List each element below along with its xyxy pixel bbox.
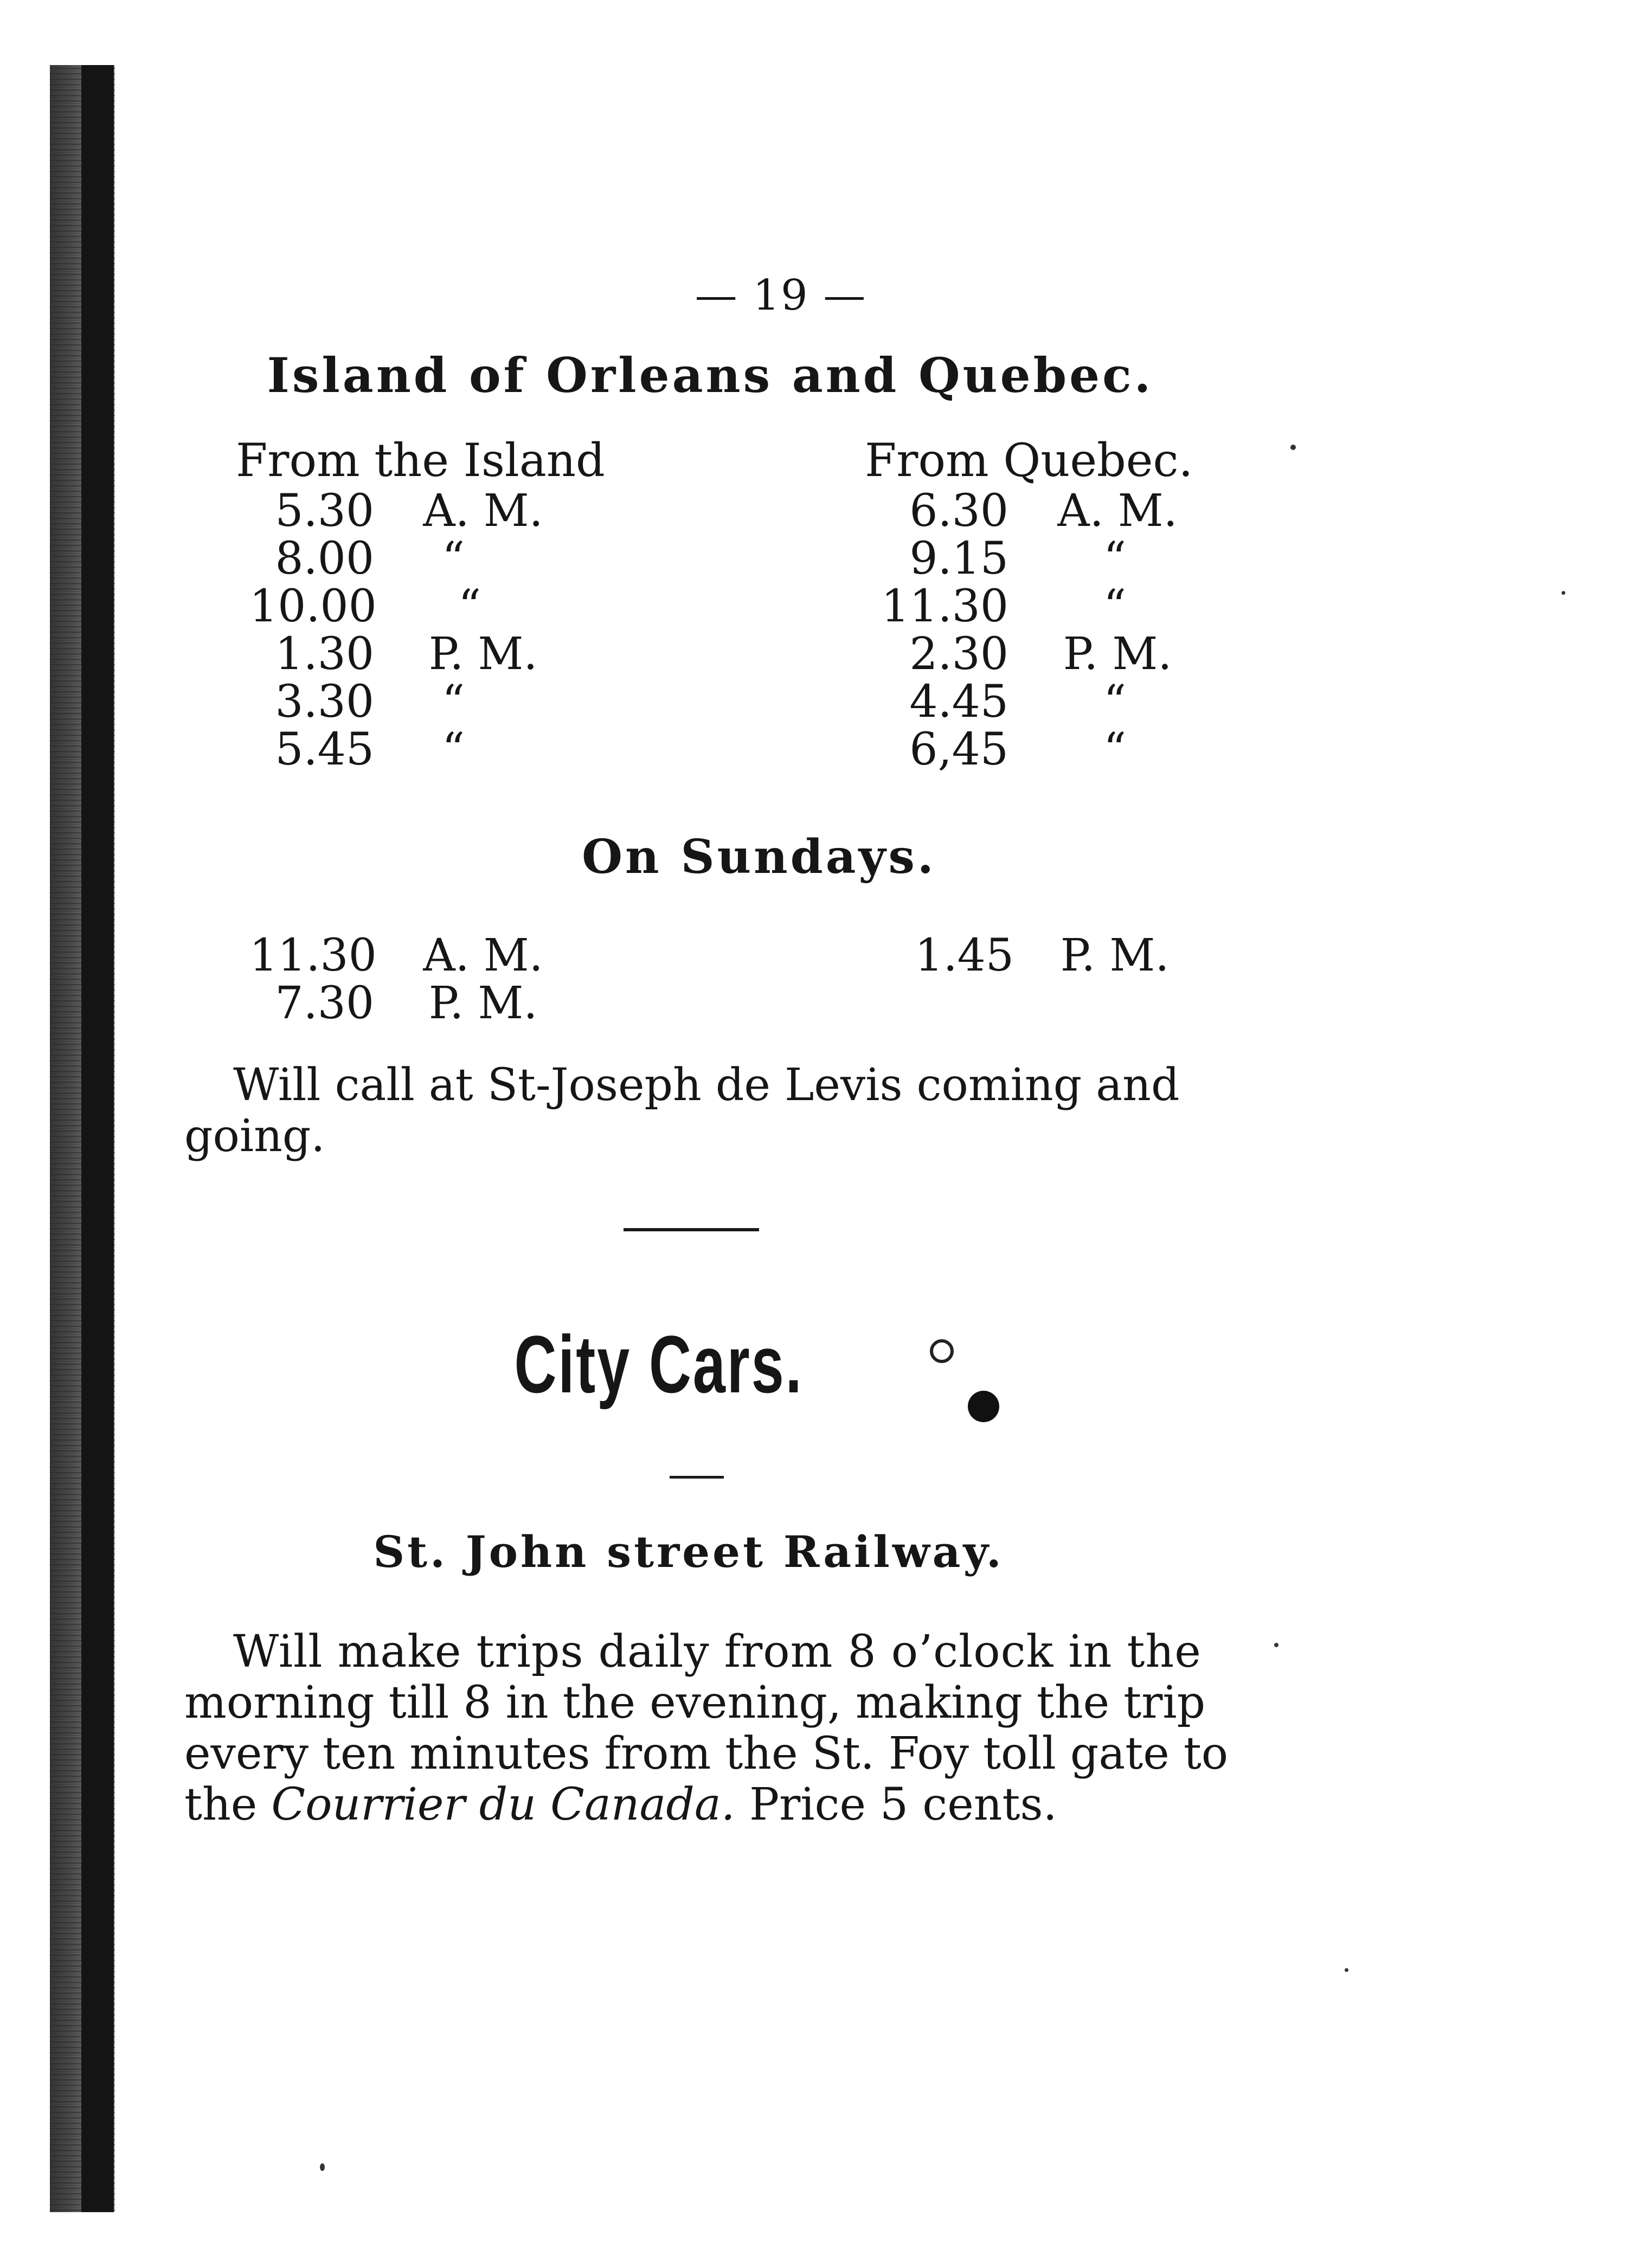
time-suffix: P. M. <box>428 628 538 680</box>
time-suffix: “ <box>442 724 465 775</box>
departure-time: 5.30 <box>275 485 374 537</box>
departure-time: 1.45 <box>915 930 1014 981</box>
departure-time: 4.45 <box>909 676 1008 728</box>
departure-time: 3.30 <box>275 676 374 728</box>
timetable-row <box>878 533 1147 584</box>
section-divider <box>624 1228 759 1231</box>
printer-ornament <box>930 1339 954 1363</box>
time-suffix: P. M. <box>1060 930 1170 981</box>
time-suffix: A. M. <box>423 485 543 537</box>
departure-time: 7.30 <box>275 978 374 1029</box>
newspaper-name: Courrier du Canada. <box>271 1779 735 1830</box>
timetable-row <box>249 724 486 775</box>
column-heading-from-island: From the Island <box>236 434 605 487</box>
time-suffix: A. M. <box>1057 485 1178 537</box>
timetable-row <box>878 485 1196 537</box>
timetable-row <box>249 485 562 537</box>
departure-time: 5.45 <box>275 724 374 775</box>
timetable-row <box>249 978 562 1029</box>
timetable-row <box>249 676 486 728</box>
timetable-row <box>878 676 1147 728</box>
timetable-row <box>249 628 562 680</box>
timetable-row <box>884 930 1185 981</box>
timetable-row <box>878 581 1147 632</box>
departure-time: 11.30 <box>249 930 377 981</box>
ferry-note-line: Will call at St-Joseph de Levis coming and <box>233 1059 1180 1111</box>
railway-paragraph-line: every ten minutes from the St. Foy toll gate to <box>184 1728 1229 1779</box>
ferry-note-line: going. <box>184 1110 325 1162</box>
scan-speck <box>1274 1643 1278 1647</box>
scan-speck <box>320 2163 325 2171</box>
time-suffix: “ <box>442 533 465 584</box>
column-heading-from-quebec: From Quebec. <box>865 434 1193 487</box>
railway-paragraph-line <box>184 1779 1057 1830</box>
time-suffix: “ <box>442 676 465 728</box>
timetable-row <box>878 724 1147 775</box>
departure-time: 1.30 <box>275 628 374 680</box>
paragraph-text: the <box>184 1779 258 1830</box>
timetable-row <box>878 628 1196 680</box>
scan-speck <box>1562 591 1565 595</box>
time-suffix: P. M. <box>1063 628 1172 680</box>
time-suffix: “ <box>458 581 481 632</box>
short-divider <box>670 1476 724 1479</box>
scan-speck <box>1290 445 1296 450</box>
departure-time: 6,45 <box>909 724 1008 775</box>
timetable-row <box>249 533 486 584</box>
departure-time: 2.30 <box>909 628 1008 680</box>
time-suffix: “ <box>1103 581 1127 632</box>
departure-time: 10.00 <box>249 581 377 632</box>
departure-time: 11.30 <box>881 581 1008 632</box>
time-suffix: “ <box>1103 533 1127 584</box>
time-suffix: P. M. <box>428 978 538 1029</box>
paragraph-text: Price 5 cents. <box>749 1779 1057 1830</box>
time-suffix: A. M. <box>423 930 543 981</box>
time-suffix: “ <box>1103 724 1127 775</box>
departure-time: 9.15 <box>909 533 1008 584</box>
railway-paragraph-line: morning till 8 in the evening, making the trip <box>184 1677 1206 1729</box>
timetable-row <box>249 930 562 981</box>
page-number: — 19 — <box>695 271 867 320</box>
sundays-title: On Sundays. <box>582 830 936 884</box>
departure-time: 6.30 <box>909 485 1008 537</box>
section-title-ferry: Island of Orleans and Quebec. <box>267 347 1154 403</box>
departure-time: 8.00 <box>275 533 374 584</box>
time-suffix: “ <box>1103 676 1127 728</box>
scan-speck <box>1345 1968 1348 1972</box>
section-title-city-cars: City Cars. <box>514 1319 804 1410</box>
railway-paragraph-line: Will make trips daily from 8 o’clock in the <box>233 1626 1201 1678</box>
timetable-row <box>249 581 502 632</box>
ink-dot <box>968 1391 999 1422</box>
railway-title: St. John street Railway. <box>373 1526 1004 1577</box>
